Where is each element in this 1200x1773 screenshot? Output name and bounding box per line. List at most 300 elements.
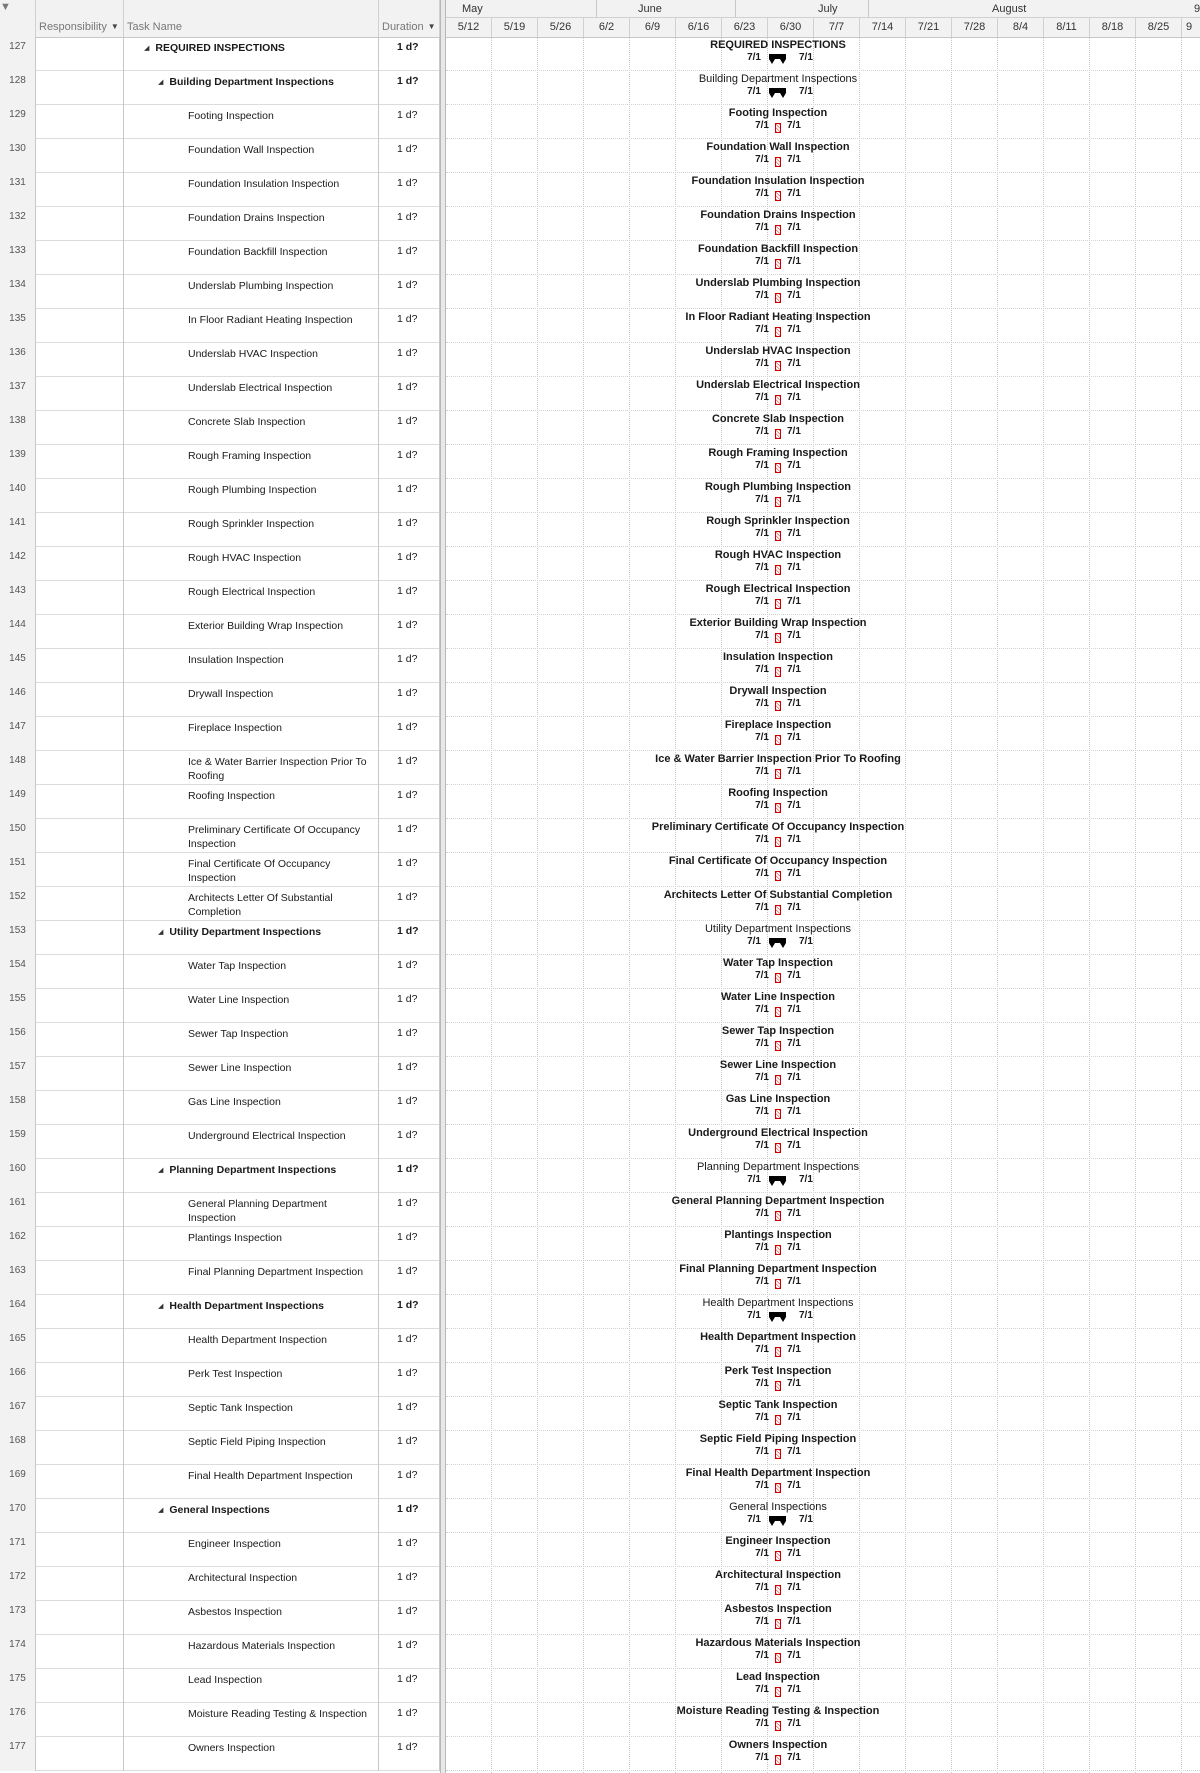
duration-cell[interactable]: 1 d?: [379, 785, 440, 819]
responsibility-cell[interactable]: [36, 105, 124, 139]
duration-cell[interactable]: 1 d?: [379, 377, 440, 411]
duration-cell[interactable]: 1 d?: [379, 411, 440, 445]
responsibility-cell[interactable]: [36, 649, 124, 683]
responsibility-cell[interactable]: [36, 887, 124, 921]
task-row[interactable]: [0, 1227, 440, 1261]
task-bar[interactable]: [775, 1381, 781, 1391]
chevron-down-icon[interactable]: ▼: [110, 22, 119, 31]
task-name-cell[interactable]: [124, 717, 379, 751]
duration-cell[interactable]: 1 d?: [379, 1363, 440, 1397]
summary-bar[interactable]: [769, 1176, 786, 1186]
task-bar[interactable]: [775, 429, 781, 439]
row-id-cell[interactable]: 160: [0, 1159, 36, 1193]
row-id-cell[interactable]: 170: [0, 1499, 36, 1533]
row-id-cell[interactable]: 138: [0, 411, 36, 445]
row-id-cell[interactable]: 169: [0, 1465, 36, 1499]
task-bar[interactable]: [775, 1109, 781, 1119]
row-id-cell[interactable]: 139: [0, 445, 36, 479]
responsibility-cell[interactable]: [36, 1023, 124, 1057]
responsibility-cell[interactable]: [36, 1431, 124, 1465]
task-bar[interactable]: [775, 225, 781, 235]
task-row[interactable]: [0, 853, 440, 887]
task-name-cell[interactable]: [124, 1533, 379, 1567]
chevron-down-icon[interactable]: ▼: [427, 22, 436, 31]
task-row[interactable]: [0, 241, 440, 275]
duration-cell[interactable]: 1 d?: [379, 1125, 440, 1159]
row-id-cell[interactable]: 177: [0, 1737, 36, 1771]
duration-cell[interactable]: 1 d?: [379, 1567, 440, 1601]
task-row[interactable]: [0, 1261, 440, 1295]
task-name-cell[interactable]: [124, 649, 379, 683]
task-name-cell[interactable]: [124, 377, 379, 411]
task-row[interactable]: [0, 309, 440, 343]
responsibility-cell[interactable]: [36, 343, 124, 377]
task-row[interactable]: [0, 547, 440, 581]
summary-bar[interactable]: [769, 1312, 786, 1322]
task-name-cell[interactable]: [124, 1125, 379, 1159]
task-row[interactable]: [0, 581, 440, 615]
responsibility-cell[interactable]: [36, 1329, 124, 1363]
row-id-cell[interactable]: 176: [0, 1703, 36, 1737]
row-id-cell[interactable]: 174: [0, 1635, 36, 1669]
task-row[interactable]: [0, 717, 440, 751]
task-bar[interactable]: [775, 1755, 781, 1765]
duration-cell[interactable]: 1 d?: [379, 1329, 440, 1363]
task-name-cell[interactable]: [124, 1363, 379, 1397]
responsibility-cell[interactable]: [36, 1159, 124, 1193]
row-id-cell[interactable]: 143: [0, 581, 36, 615]
task-name-cell[interactable]: [124, 1193, 379, 1227]
duration-cell[interactable]: 1 d?: [379, 1669, 440, 1703]
task-row[interactable]: [0, 1737, 440, 1771]
task-bar[interactable]: [775, 123, 781, 133]
responsibility-cell[interactable]: [36, 751, 124, 785]
task-row[interactable]: [0, 207, 440, 241]
task-name-cell[interactable]: [124, 887, 379, 921]
row-id-cell[interactable]: 173: [0, 1601, 36, 1635]
duration-cell[interactable]: 1 d?: [379, 581, 440, 615]
task-name-cell[interactable]: [124, 1227, 379, 1261]
responsibility-cell[interactable]: [36, 547, 124, 581]
collapse-triangle-icon[interactable]: ◢: [158, 79, 164, 86]
task-name-cell[interactable]: [124, 1465, 379, 1499]
row-id-cell[interactable]: 140: [0, 479, 36, 513]
row-id-cell[interactable]: 163: [0, 1261, 36, 1295]
task-name-cell[interactable]: [124, 1023, 379, 1057]
task-bar[interactable]: [775, 803, 781, 813]
duration-cell[interactable]: 1 d?: [379, 1295, 440, 1329]
task-bar[interactable]: [775, 769, 781, 779]
duration-cell[interactable]: 1 d?: [379, 479, 440, 513]
row-id-cell[interactable]: 153: [0, 921, 36, 955]
duration-cell[interactable]: 1 d?: [379, 105, 440, 139]
task-row[interactable]: [0, 173, 440, 207]
task-name-cell[interactable]: [124, 683, 379, 717]
duration-cell[interactable]: 1 d?: [379, 819, 440, 853]
task-row[interactable]: [0, 1431, 440, 1465]
duration-cell[interactable]: 1 d?: [379, 513, 440, 547]
row-id-cell[interactable]: 135: [0, 309, 36, 343]
duration-cell[interactable]: 1 d?: [379, 1533, 440, 1567]
task-row[interactable]: [0, 1329, 440, 1363]
task-name-cell[interactable]: [124, 921, 379, 955]
task-name-cell[interactable]: [124, 581, 379, 615]
task-row[interactable]: [0, 1703, 440, 1737]
task-row[interactable]: [0, 1363, 440, 1397]
responsibility-cell[interactable]: [36, 1227, 124, 1261]
row-id-cell[interactable]: 136: [0, 343, 36, 377]
responsibility-cell[interactable]: [36, 615, 124, 649]
duration-cell[interactable]: 1 d?: [379, 1635, 440, 1669]
duration-cell[interactable]: 1 d?: [379, 1703, 440, 1737]
task-name-cell[interactable]: [124, 37, 379, 71]
task-row[interactable]: [0, 105, 440, 139]
task-name-cell[interactable]: [124, 1737, 379, 1771]
duration-cell[interactable]: 1 d?: [379, 649, 440, 683]
task-row[interactable]: [0, 819, 440, 853]
summary-task-row[interactable]: [0, 37, 440, 71]
task-bar[interactable]: [775, 1415, 781, 1425]
task-bar[interactable]: [775, 701, 781, 711]
task-row[interactable]: [0, 1533, 440, 1567]
row-id-cell[interactable]: 133: [0, 241, 36, 275]
responsibility-cell[interactable]: [36, 1125, 124, 1159]
duration-cell[interactable]: 1 d?: [379, 275, 440, 309]
row-id-cell[interactable]: 148: [0, 751, 36, 785]
responsibility-cell[interactable]: [36, 513, 124, 547]
task-bar[interactable]: [775, 599, 781, 609]
task-row[interactable]: [0, 955, 440, 989]
task-name-cell[interactable]: [124, 819, 379, 853]
row-id-cell[interactable]: 145: [0, 649, 36, 683]
task-bar[interactable]: [775, 157, 781, 167]
responsibility-cell[interactable]: [36, 1567, 124, 1601]
task-row[interactable]: [0, 513, 440, 547]
task-bar[interactable]: [775, 293, 781, 303]
task-name-cell[interactable]: [124, 275, 379, 309]
responsibility-cell[interactable]: [36, 1499, 124, 1533]
task-name-cell[interactable]: [124, 1431, 379, 1465]
responsibility-cell[interactable]: [36, 241, 124, 275]
row-id-cell[interactable]: 171: [0, 1533, 36, 1567]
task-row[interactable]: [0, 1125, 440, 1159]
task-bar[interactable]: [775, 1653, 781, 1663]
task-name-cell[interactable]: [124, 1261, 379, 1295]
duration-cell[interactable]: 1 d?: [379, 1737, 440, 1771]
duration-cell[interactable]: 1 d?: [379, 887, 440, 921]
task-bar[interactable]: [775, 1347, 781, 1357]
task-bar[interactable]: [775, 837, 781, 847]
collapse-triangle-icon[interactable]: ◢: [158, 1303, 164, 1310]
task-name-cell[interactable]: [124, 1703, 379, 1737]
responsibility-cell[interactable]: [36, 853, 124, 887]
task-row[interactable]: [0, 445, 440, 479]
responsibility-cell[interactable]: [36, 1465, 124, 1499]
task-bar[interactable]: [775, 361, 781, 371]
responsibility-cell[interactable]: [36, 1363, 124, 1397]
task-bar[interactable]: [775, 633, 781, 643]
task-bar[interactable]: [775, 531, 781, 541]
responsibility-cell[interactable]: [36, 989, 124, 1023]
task-name-cell[interactable]: [124, 513, 379, 547]
chevron-down-icon[interactable]: ▼: [0, 1, 11, 13]
row-id-cell[interactable]: 147: [0, 717, 36, 751]
duration-cell[interactable]: 1 d?: [379, 1499, 440, 1533]
row-id-cell[interactable]: 127: [0, 37, 36, 71]
duration-cell[interactable]: 1 d?: [379, 1397, 440, 1431]
task-bar[interactable]: [775, 1143, 781, 1153]
task-row[interactable]: [0, 615, 440, 649]
task-bar[interactable]: [775, 1721, 781, 1731]
task-row[interactable]: [0, 683, 440, 717]
duration-cell[interactable]: 1 d?: [379, 1023, 440, 1057]
task-bar[interactable]: [775, 1041, 781, 1051]
task-row[interactable]: [0, 1465, 440, 1499]
task-name-cell[interactable]: [124, 139, 379, 173]
task-bar[interactable]: [775, 1007, 781, 1017]
duration-cell[interactable]: 1 d?: [379, 1227, 440, 1261]
summary-task-row[interactable]: [0, 921, 440, 955]
task-row[interactable]: [0, 139, 440, 173]
task-bar[interactable]: [775, 1245, 781, 1255]
task-name-cell[interactable]: [124, 1601, 379, 1635]
responsibility-cell[interactable]: [36, 37, 124, 71]
row-id-cell[interactable]: 157: [0, 1057, 36, 1091]
responsibility-cell[interactable]: [36, 1397, 124, 1431]
task-name-cell[interactable]: [124, 207, 379, 241]
duration-cell[interactable]: 1 d?: [379, 1193, 440, 1227]
task-name-cell[interactable]: [124, 71, 379, 105]
task-name-cell[interactable]: [124, 1499, 379, 1533]
task-name-cell[interactable]: [124, 309, 379, 343]
task-bar[interactable]: [775, 1449, 781, 1459]
row-id-cell[interactable]: 165: [0, 1329, 36, 1363]
row-id-cell[interactable]: 146: [0, 683, 36, 717]
responsibility-cell[interactable]: [36, 309, 124, 343]
task-row[interactable]: [0, 1397, 440, 1431]
responsibility-cell[interactable]: [36, 1057, 124, 1091]
summary-bar[interactable]: [769, 1516, 786, 1526]
task-name-cell[interactable]: [124, 1159, 379, 1193]
task-bar[interactable]: [775, 1279, 781, 1289]
responsibility-cell[interactable]: [36, 1703, 124, 1737]
task-name-cell[interactable]: [124, 989, 379, 1023]
duration-cell[interactable]: 1 d?: [379, 37, 440, 71]
row-id-cell[interactable]: 172: [0, 1567, 36, 1601]
row-id-cell[interactable]: 156: [0, 1023, 36, 1057]
task-name-cell[interactable]: [124, 343, 379, 377]
summary-bar[interactable]: [769, 88, 786, 98]
task-row[interactable]: [0, 649, 440, 683]
task-name-cell[interactable]: [124, 411, 379, 445]
duration-column-header[interactable]: [379, 0, 440, 37]
task-row[interactable]: [0, 1057, 440, 1091]
responsibility-cell[interactable]: [36, 1533, 124, 1567]
task-bar[interactable]: [775, 667, 781, 677]
duration-cell[interactable]: 1 d?: [379, 989, 440, 1023]
duration-cell[interactable]: 1 d?: [379, 445, 440, 479]
task-name-cell[interactable]: [124, 1329, 379, 1363]
responsibility-cell[interactable]: [36, 1091, 124, 1125]
task-name-cell[interactable]: [124, 785, 379, 819]
task-bar[interactable]: [775, 1687, 781, 1697]
duration-cell[interactable]: 1 d?: [379, 343, 440, 377]
task-bar[interactable]: [775, 191, 781, 201]
task-bar[interactable]: [775, 463, 781, 473]
responsibility-cell[interactable]: [36, 275, 124, 309]
task-row[interactable]: [0, 1023, 440, 1057]
task-row[interactable]: [0, 479, 440, 513]
row-id-cell[interactable]: 161: [0, 1193, 36, 1227]
task-row[interactable]: [0, 989, 440, 1023]
task-bar[interactable]: [775, 1619, 781, 1629]
task-bar[interactable]: [775, 973, 781, 983]
task-row[interactable]: [0, 785, 440, 819]
responsibility-cell[interactable]: [36, 377, 124, 411]
task-row[interactable]: [0, 1669, 440, 1703]
task-bar[interactable]: [775, 905, 781, 915]
row-id-cell[interactable]: 132: [0, 207, 36, 241]
responsibility-cell[interactable]: [36, 1669, 124, 1703]
task-bar[interactable]: [775, 1585, 781, 1595]
responsibility-cell[interactable]: [36, 207, 124, 241]
row-id-cell[interactable]: 134: [0, 275, 36, 309]
duration-cell[interactable]: 1 d?: [379, 241, 440, 275]
collapse-triangle-icon[interactable]: ◢: [158, 1167, 164, 1174]
responsibility-cell[interactable]: [36, 1261, 124, 1295]
row-id-cell[interactable]: 149: [0, 785, 36, 819]
task-name-cell[interactable]: [124, 1567, 379, 1601]
row-id-cell[interactable]: 128: [0, 71, 36, 105]
responsibility-cell[interactable]: [36, 785, 124, 819]
task-row[interactable]: [0, 751, 440, 785]
task-row[interactable]: [0, 411, 440, 445]
row-id-cell[interactable]: 175: [0, 1669, 36, 1703]
summary-task-row[interactable]: [0, 1295, 440, 1329]
duration-cell[interactable]: 1 d?: [379, 615, 440, 649]
responsibility-cell[interactable]: [36, 139, 124, 173]
responsibility-cell[interactable]: [36, 955, 124, 989]
task-bar[interactable]: [775, 497, 781, 507]
task-bar[interactable]: [775, 395, 781, 405]
task-name-cell[interactable]: [124, 1295, 379, 1329]
task-row[interactable]: [0, 1635, 440, 1669]
row-id-cell[interactable]: 141: [0, 513, 36, 547]
duration-cell[interactable]: 1 d?: [379, 1057, 440, 1091]
task-name-cell[interactable]: [124, 853, 379, 887]
task-name-cell[interactable]: [124, 479, 379, 513]
row-id-cell[interactable]: 152: [0, 887, 36, 921]
responsibility-cell[interactable]: [36, 445, 124, 479]
row-id-cell[interactable]: 129: [0, 105, 36, 139]
task-row[interactable]: [0, 1601, 440, 1635]
task-row[interactable]: [0, 1091, 440, 1125]
duration-cell[interactable]: 1 d?: [379, 751, 440, 785]
responsibility-cell[interactable]: [36, 411, 124, 445]
responsibility-cell[interactable]: [36, 71, 124, 105]
responsibility-cell[interactable]: [36, 921, 124, 955]
task-name-column-header[interactable]: [124, 0, 379, 37]
responsibility-cell[interactable]: [36, 1295, 124, 1329]
task-bar[interactable]: [775, 1075, 781, 1085]
duration-cell[interactable]: 1 d?: [379, 173, 440, 207]
row-id-cell[interactable]: 151: [0, 853, 36, 887]
duration-cell[interactable]: 1 d?: [379, 1261, 440, 1295]
task-bar[interactable]: [775, 735, 781, 745]
duration-cell[interactable]: 1 d?: [379, 1465, 440, 1499]
task-name-cell[interactable]: [124, 1091, 379, 1125]
responsibility-cell[interactable]: [36, 683, 124, 717]
row-id-cell[interactable]: 158: [0, 1091, 36, 1125]
responsibility-column-header[interactable]: [36, 0, 124, 37]
summary-task-row[interactable]: [0, 71, 440, 105]
task-name-cell[interactable]: [124, 445, 379, 479]
task-row[interactable]: [0, 275, 440, 309]
row-id-cell[interactable]: 137: [0, 377, 36, 411]
row-id-cell[interactable]: 131: [0, 173, 36, 207]
task-name-cell[interactable]: [124, 241, 379, 275]
duration-cell[interactable]: 1 d?: [379, 717, 440, 751]
summary-task-row[interactable]: [0, 1159, 440, 1193]
duration-cell[interactable]: 1 d?: [379, 71, 440, 105]
row-id-cell[interactable]: 164: [0, 1295, 36, 1329]
task-row[interactable]: [0, 1567, 440, 1601]
responsibility-cell[interactable]: [36, 819, 124, 853]
duration-cell[interactable]: 1 d?: [379, 207, 440, 241]
duration-cell[interactable]: 1 d?: [379, 683, 440, 717]
responsibility-cell[interactable]: [36, 717, 124, 751]
row-id-cell[interactable]: 168: [0, 1431, 36, 1465]
duration-cell[interactable]: 1 d?: [379, 1159, 440, 1193]
duration-cell[interactable]: 1 d?: [379, 921, 440, 955]
duration-cell[interactable]: 1 d?: [379, 1601, 440, 1635]
task-name-cell[interactable]: [124, 1397, 379, 1431]
row-id-cell[interactable]: 162: [0, 1227, 36, 1261]
task-bar[interactable]: [775, 565, 781, 575]
responsibility-cell[interactable]: [36, 581, 124, 615]
duration-cell[interactable]: 1 d?: [379, 309, 440, 343]
duration-cell[interactable]: 1 d?: [379, 139, 440, 173]
task-bar[interactable]: [775, 1551, 781, 1561]
duration-cell[interactable]: 1 d?: [379, 1431, 440, 1465]
task-name-cell[interactable]: [124, 751, 379, 785]
row-id-cell[interactable]: 159: [0, 1125, 36, 1159]
row-id-cell[interactable]: 130: [0, 139, 36, 173]
responsibility-cell[interactable]: [36, 1193, 124, 1227]
task-name-cell[interactable]: [124, 1635, 379, 1669]
task-bar[interactable]: [775, 327, 781, 337]
collapse-triangle-icon[interactable]: ◢: [158, 929, 164, 936]
duration-cell[interactable]: 1 d?: [379, 1091, 440, 1125]
collapse-triangle-icon[interactable]: ◢: [144, 45, 150, 52]
duration-cell[interactable]: 1 d?: [379, 955, 440, 989]
row-id-cell[interactable]: 142: [0, 547, 36, 581]
row-id-cell[interactable]: 144: [0, 615, 36, 649]
summary-task-row[interactable]: [0, 1499, 440, 1533]
row-id-cell[interactable]: 154: [0, 955, 36, 989]
row-id-cell[interactable]: 167: [0, 1397, 36, 1431]
row-id-cell[interactable]: 150: [0, 819, 36, 853]
collapse-triangle-icon[interactable]: ◢: [158, 1507, 164, 1514]
responsibility-cell[interactable]: [36, 479, 124, 513]
row-id-cell[interactable]: 155: [0, 989, 36, 1023]
task-name-cell[interactable]: [124, 547, 379, 581]
responsibility-cell[interactable]: [36, 173, 124, 207]
row-id-cell[interactable]: 166: [0, 1363, 36, 1397]
task-row[interactable]: [0, 887, 440, 921]
responsibility-cell[interactable]: [36, 1601, 124, 1635]
summary-bar[interactable]: [769, 938, 786, 948]
